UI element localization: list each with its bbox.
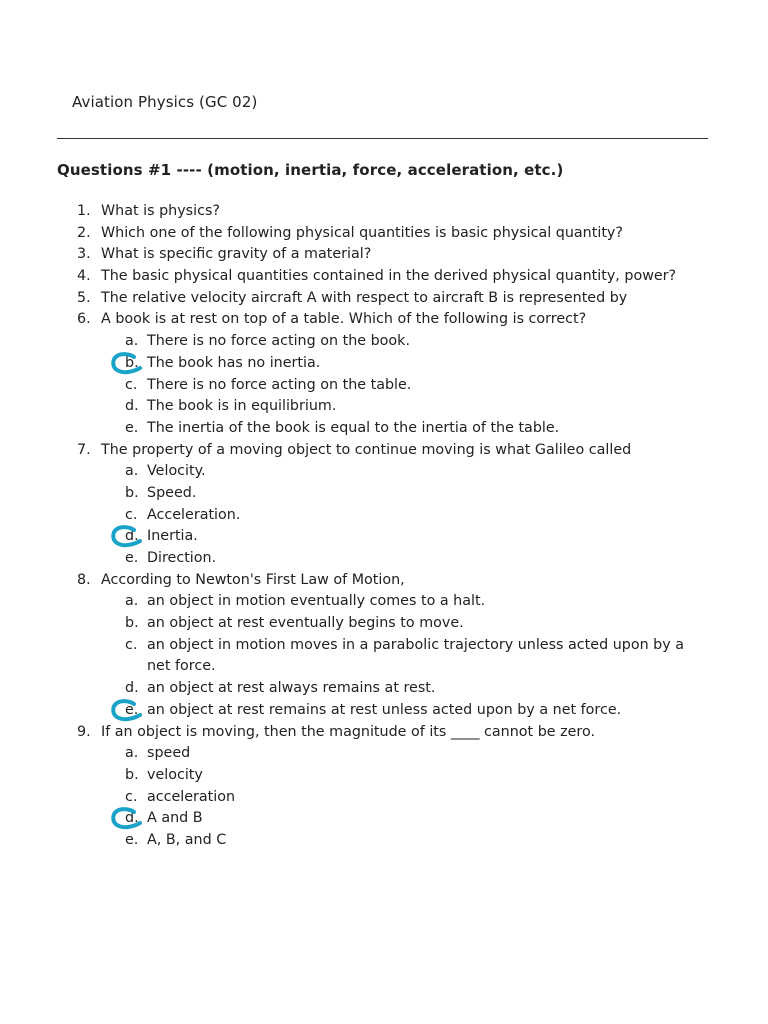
option-text: Direction. — [147, 550, 217, 566]
question-item — [0, 223, 768, 245]
option-text: speed — [147, 745, 191, 762]
question-text: The basic physical quantities contained in the derived physical quantity, power? — [101, 268, 677, 285]
option-letter: e. — [125, 831, 139, 848]
option-letter: b. — [125, 766, 139, 783]
question-item — [0, 244, 768, 266]
option-letter: e. — [125, 550, 139, 566]
question-number: 6. — [77, 311, 91, 328]
option-letter: a. — [125, 333, 139, 350]
question-text: A book is at rest on top of a table. Which of the following is correct? — [101, 311, 587, 328]
question-item — [0, 440, 768, 462]
option-letter: b. — [125, 615, 139, 632]
option-letter: c. — [125, 376, 138, 393]
option-text: A and B — [147, 810, 203, 827]
answer-option — [0, 591, 768, 613]
answer-option — [0, 808, 768, 830]
answer-option — [0, 505, 768, 527]
answer-option — [0, 526, 768, 548]
answer-option — [0, 396, 768, 418]
option-text: A, B, and C — [147, 831, 227, 848]
option-text: an object at rest always remains at rest. — [147, 680, 436, 697]
option-letter: b. — [125, 354, 139, 371]
question-number: 8. — [77, 571, 91, 588]
option-letter: c. — [125, 636, 138, 653]
answer-option — [0, 331, 768, 353]
answer-option — [0, 635, 768, 678]
question-number: 2. — [77, 224, 91, 241]
course-title: Aviation Physics (GC 02) — [72, 93, 258, 111]
option-text: an object at rest eventually begins to move. — [147, 615, 464, 632]
option-letter: a. — [125, 745, 139, 762]
answer-option — [0, 483, 768, 505]
question-number: 9. — [77, 723, 91, 740]
option-text: The inertia of the book is equal to the inertia of the table. — [147, 419, 560, 436]
option-text: There is no force acting on the table. — [147, 376, 412, 393]
answer-option — [0, 548, 768, 570]
option-letter: a. — [125, 463, 139, 480]
option-letter: d. — [125, 398, 139, 415]
answer-option — [0, 830, 768, 852]
option-letter: d. — [125, 810, 139, 827]
option-text: acceleration — [147, 788, 236, 805]
option-text: an object at rest remains at rest unless acted upon by a net force. — [147, 701, 622, 718]
option-text: Speed. — [147, 484, 197, 501]
question-number: 7. — [77, 441, 91, 458]
option-text: Acceleration. — [147, 506, 241, 523]
section-heading: Questions #1 ---- (motion, inertia, force, acceleration, etc.) — [57, 161, 564, 179]
option-letter: d. — [125, 528, 139, 545]
answer-option — [0, 418, 768, 440]
option-letter: e. — [125, 701, 139, 718]
option-letter: e. — [125, 419, 139, 436]
option-letter: b. — [125, 484, 139, 501]
question-text: What is physics? — [101, 203, 220, 219]
option-text: The book has no inertia. — [147, 354, 321, 371]
option-text: Velocity. — [147, 463, 206, 480]
answer-option — [0, 678, 768, 700]
question-text: If an object is moving, then the magnitude of its ____ cannot be zero. — [101, 723, 596, 740]
question-text: Which one of the following physical quantities is basic physical quantity? — [101, 224, 623, 241]
answer-option — [0, 613, 768, 635]
question-number: 4. — [77, 268, 91, 285]
question-text: What is specific gravity of a material? — [101, 246, 372, 263]
answer-option — [0, 743, 768, 765]
question-list — [0, 201, 768, 852]
question-item — [0, 309, 768, 331]
question-text: According to Newton's First Law of Motion, — [101, 571, 405, 588]
answer-option — [0, 700, 768, 722]
option-letter: c. — [125, 506, 138, 523]
option-text: The book is in equilibrium. — [147, 398, 337, 415]
answer-option — [0, 461, 768, 483]
option-letter: c. — [125, 788, 138, 805]
question-text: The property of a moving object to continue moving is what Galileo called — [101, 441, 632, 458]
question-item — [0, 201, 768, 223]
option-text: an object in motion moves in a parabolic trajectory unless acted upon by a net force. — [147, 636, 685, 675]
answer-option — [0, 375, 768, 397]
question-item — [0, 288, 768, 310]
question-item — [0, 722, 768, 744]
answer-option — [0, 353, 768, 375]
question-text: The relative velocity aircraft A with respect to aircraft B is represented by — [101, 289, 628, 306]
option-text: There is no force acting on the book. — [147, 333, 410, 350]
question-number: 1. — [77, 203, 91, 219]
answer-option — [0, 787, 768, 809]
option-text: an object in motion eventually comes to a halt. — [147, 593, 486, 610]
option-letter: d. — [125, 680, 139, 697]
option-letter: a. — [125, 593, 139, 610]
option-text: Inertia. — [147, 528, 198, 545]
question-number: 3. — [77, 246, 91, 263]
question-item — [0, 570, 768, 592]
option-text: velocity — [147, 766, 203, 783]
answer-option — [0, 765, 768, 787]
horizontal-rule — [57, 138, 708, 139]
question-number: 5. — [77, 289, 91, 306]
question-item — [0, 266, 768, 288]
